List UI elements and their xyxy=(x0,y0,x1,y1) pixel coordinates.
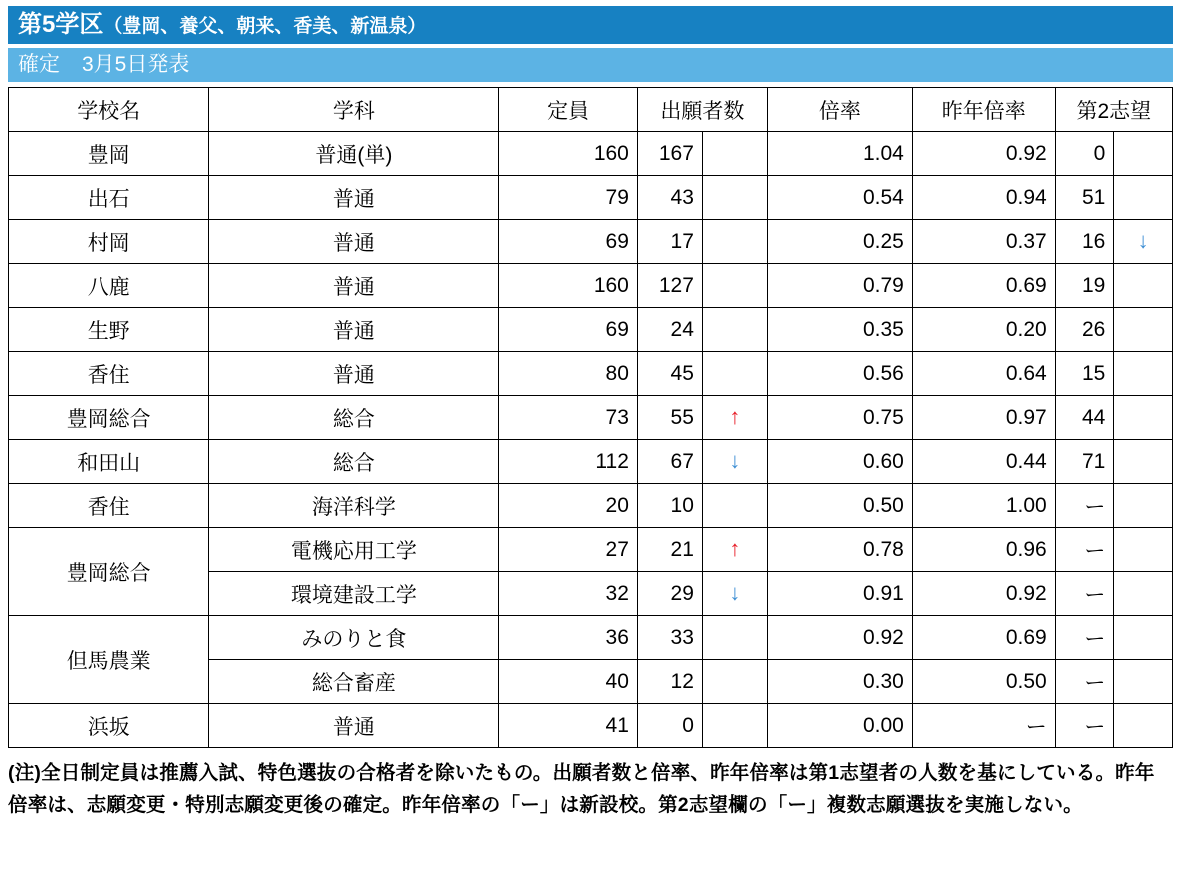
column-header-last-ratio: 昨年倍率 xyxy=(912,88,1055,132)
cell-second-choice: 0 xyxy=(1055,132,1114,176)
cell-school: 香住 xyxy=(9,484,209,528)
cell-applicants: 0 xyxy=(637,704,702,748)
cell-school: 豊岡総合 xyxy=(9,396,209,440)
admissions-table xyxy=(8,87,1173,748)
cell-second-choice: ー xyxy=(1055,528,1114,572)
cell-course: 電機応用工学 xyxy=(209,528,499,572)
cell-capacity: 27 xyxy=(499,528,638,572)
cell-course: 総合 xyxy=(209,440,499,484)
table-body xyxy=(9,132,1173,748)
cell-applicants: 45 xyxy=(637,352,702,396)
cell-last-ratio: ー xyxy=(912,704,1055,748)
cell-second-choice: 26 xyxy=(1055,308,1114,352)
table-header-row xyxy=(9,88,1173,132)
cell-applicants: 17 xyxy=(637,220,702,264)
table-row xyxy=(9,352,1173,396)
cell-applicants: 43 xyxy=(637,176,702,220)
cell-ratio: 0.60 xyxy=(767,440,912,484)
cell-applicants-trend-empty xyxy=(702,704,767,748)
table-row xyxy=(9,220,1173,264)
cell-last-ratio: 0.69 xyxy=(912,264,1055,308)
arrow-down-icon: ↓ xyxy=(702,572,767,616)
arrow-down-icon: ↓ xyxy=(702,440,767,484)
cell-course: 普通 xyxy=(209,704,499,748)
table-row xyxy=(9,704,1173,748)
cell-ratio: 0.54 xyxy=(767,176,912,220)
cell-school: 八鹿 xyxy=(9,264,209,308)
cell-last-ratio: 0.20 xyxy=(912,308,1055,352)
cell-capacity: 79 xyxy=(499,176,638,220)
cell-school: 豊岡総合 xyxy=(9,528,209,616)
table-row xyxy=(9,308,1173,352)
cell-applicants: 12 xyxy=(637,660,702,704)
cell-last-ratio: 0.92 xyxy=(912,132,1055,176)
cell-capacity: 112 xyxy=(499,440,638,484)
cell-applicants: 55 xyxy=(637,396,702,440)
cell-last-ratio: 0.44 xyxy=(912,440,1055,484)
cell-course: 海洋科学 xyxy=(209,484,499,528)
table-header xyxy=(9,88,1173,132)
cell-applicants: 33 xyxy=(637,616,702,660)
cell-course: 普通(単) xyxy=(209,132,499,176)
arrow-up-icon: ↑ xyxy=(702,528,767,572)
cell-ratio: 0.75 xyxy=(767,396,912,440)
cell-applicants-trend-empty xyxy=(702,264,767,308)
cell-applicants-trend-empty xyxy=(702,220,767,264)
cell-second-choice-trend-empty xyxy=(1114,396,1173,440)
cell-second-choice-trend-empty xyxy=(1114,572,1173,616)
cell-applicants: 167 xyxy=(637,132,702,176)
cell-course: 総合 xyxy=(209,396,499,440)
cell-ratio: 0.78 xyxy=(767,528,912,572)
cell-school: 出石 xyxy=(9,176,209,220)
cell-last-ratio: 0.97 xyxy=(912,396,1055,440)
cell-last-ratio: 0.50 xyxy=(912,660,1055,704)
cell-second-choice: ー xyxy=(1055,616,1114,660)
cell-last-ratio: 0.37 xyxy=(912,220,1055,264)
cell-second-choice: 51 xyxy=(1055,176,1114,220)
cell-last-ratio: 0.94 xyxy=(912,176,1055,220)
cell-second-choice: 44 xyxy=(1055,396,1114,440)
cell-second-choice: 16 xyxy=(1055,220,1114,264)
cell-capacity: 41 xyxy=(499,704,638,748)
cell-capacity: 160 xyxy=(499,264,638,308)
cell-applicants-trend-empty xyxy=(702,132,767,176)
cell-applicants-trend-empty xyxy=(702,176,767,220)
cell-second-choice-trend-empty xyxy=(1114,308,1173,352)
cell-second-choice-trend-empty xyxy=(1114,440,1173,484)
cell-second-choice-trend-empty xyxy=(1114,176,1173,220)
cell-last-ratio: 0.69 xyxy=(912,616,1055,660)
cell-second-choice: ー xyxy=(1055,660,1114,704)
cell-school: 村岡 xyxy=(9,220,209,264)
cell-applicants-trend-empty xyxy=(702,484,767,528)
cell-second-choice: 19 xyxy=(1055,264,1114,308)
cell-capacity: 20 xyxy=(499,484,638,528)
cell-capacity: 160 xyxy=(499,132,638,176)
cell-ratio: 0.25 xyxy=(767,220,912,264)
column-header-applicants: 出願者数 xyxy=(637,88,767,132)
cell-second-choice-trend-empty xyxy=(1114,264,1173,308)
cell-applicants: 21 xyxy=(637,528,702,572)
cell-second-choice-trend-empty xyxy=(1114,616,1173,660)
cell-ratio: 0.91 xyxy=(767,572,912,616)
status-bar xyxy=(8,48,1173,82)
column-header-course: 学科 xyxy=(209,88,499,132)
cell-school: 香住 xyxy=(9,352,209,396)
cell-school: 生野 xyxy=(9,308,209,352)
cell-applicants: 127 xyxy=(637,264,702,308)
table-row xyxy=(9,528,1173,572)
cell-school: 和田山 xyxy=(9,440,209,484)
cell-capacity: 40 xyxy=(499,660,638,704)
cell-second-choice: ー xyxy=(1055,484,1114,528)
cell-second-choice-trend-empty xyxy=(1114,352,1173,396)
column-header-school: 学校名 xyxy=(9,88,209,132)
cell-applicants-trend-empty xyxy=(702,308,767,352)
cell-ratio: 0.50 xyxy=(767,484,912,528)
cell-last-ratio: 1.00 xyxy=(912,484,1055,528)
cell-second-choice: ー xyxy=(1055,572,1114,616)
cell-second-choice: ー xyxy=(1055,704,1114,748)
table-row xyxy=(9,132,1173,176)
table-row xyxy=(9,616,1173,660)
cell-course: 環境建設工学 xyxy=(209,572,499,616)
cell-capacity: 73 xyxy=(499,396,638,440)
cell-capacity: 36 xyxy=(499,616,638,660)
cell-course: 普通 xyxy=(209,308,499,352)
district-title-main: 第5学区 xyxy=(18,11,104,38)
cell-ratio: 0.30 xyxy=(767,660,912,704)
status-label: 確定 xyxy=(18,53,60,76)
cell-last-ratio: 0.64 xyxy=(912,352,1055,396)
cell-school: 但馬農業 xyxy=(9,616,209,704)
cell-school: 豊岡 xyxy=(9,132,209,176)
cell-applicants-trend-empty xyxy=(702,352,767,396)
column-header-capacity: 定員 xyxy=(499,88,638,132)
cell-ratio: 0.35 xyxy=(767,308,912,352)
cell-course: 普通 xyxy=(209,220,499,264)
cell-course: みのりと食 xyxy=(209,616,499,660)
cell-applicants-trend-empty xyxy=(702,616,767,660)
column-header-ratio: 倍率 xyxy=(767,88,912,132)
cell-capacity: 32 xyxy=(499,572,638,616)
cell-applicants: 67 xyxy=(637,440,702,484)
cell-last-ratio: 0.92 xyxy=(912,572,1055,616)
cell-course: 普通 xyxy=(209,264,499,308)
cell-applicants-trend-empty xyxy=(702,660,767,704)
cell-course: 総合畜産 xyxy=(209,660,499,704)
table-row xyxy=(9,440,1173,484)
cell-capacity: 69 xyxy=(499,308,638,352)
cell-second-choice-trend-empty xyxy=(1114,132,1173,176)
cell-second-choice: 15 xyxy=(1055,352,1114,396)
cell-second-choice-trend-empty xyxy=(1114,660,1173,704)
arrow-down-icon: ↓ xyxy=(1114,220,1173,264)
table-row xyxy=(9,264,1173,308)
table-row xyxy=(9,484,1173,528)
district-title-sub: （豊岡、養父、朝来、香美、新温泉） xyxy=(103,16,427,37)
cell-capacity: 80 xyxy=(499,352,638,396)
cell-second-choice-trend-empty xyxy=(1114,484,1173,528)
cell-school: 浜坂 xyxy=(9,704,209,748)
table-row xyxy=(9,396,1173,440)
cell-ratio: 0.00 xyxy=(767,704,912,748)
cell-applicants: 10 xyxy=(637,484,702,528)
cell-ratio: 0.92 xyxy=(767,616,912,660)
cell-ratio: 0.56 xyxy=(767,352,912,396)
district-title-bar xyxy=(8,6,1173,44)
status-date: 3月5日発表 xyxy=(82,53,190,76)
cell-ratio: 1.04 xyxy=(767,132,912,176)
cell-applicants: 24 xyxy=(637,308,702,352)
cell-course: 普通 xyxy=(209,176,499,220)
column-header-second-choice: 第2志望 xyxy=(1055,88,1172,132)
cell-ratio: 0.79 xyxy=(767,264,912,308)
cell-applicants: 29 xyxy=(637,572,702,616)
arrow-up-icon: ↑ xyxy=(702,396,767,440)
cell-second-choice-trend-empty xyxy=(1114,528,1173,572)
cell-capacity: 69 xyxy=(499,220,638,264)
cell-last-ratio: 0.96 xyxy=(912,528,1055,572)
table-row xyxy=(9,176,1173,220)
cell-second-choice-trend-empty xyxy=(1114,704,1173,748)
cell-second-choice: 71 xyxy=(1055,440,1114,484)
cell-course: 普通 xyxy=(209,352,499,396)
table-note: (注)全日制定員は推薦入試、特色選抜の合格者を除いたもの。出願者数と倍率、昨年倍率は第1志望者の人数を基にしている。昨年倍率は、志願変更・特別志願変更後の確定。昨年倍率の「ー」は新設校。第2志望欄の「ー」複数志願選抜を実施しない。 xyxy=(8,762,1155,816)
